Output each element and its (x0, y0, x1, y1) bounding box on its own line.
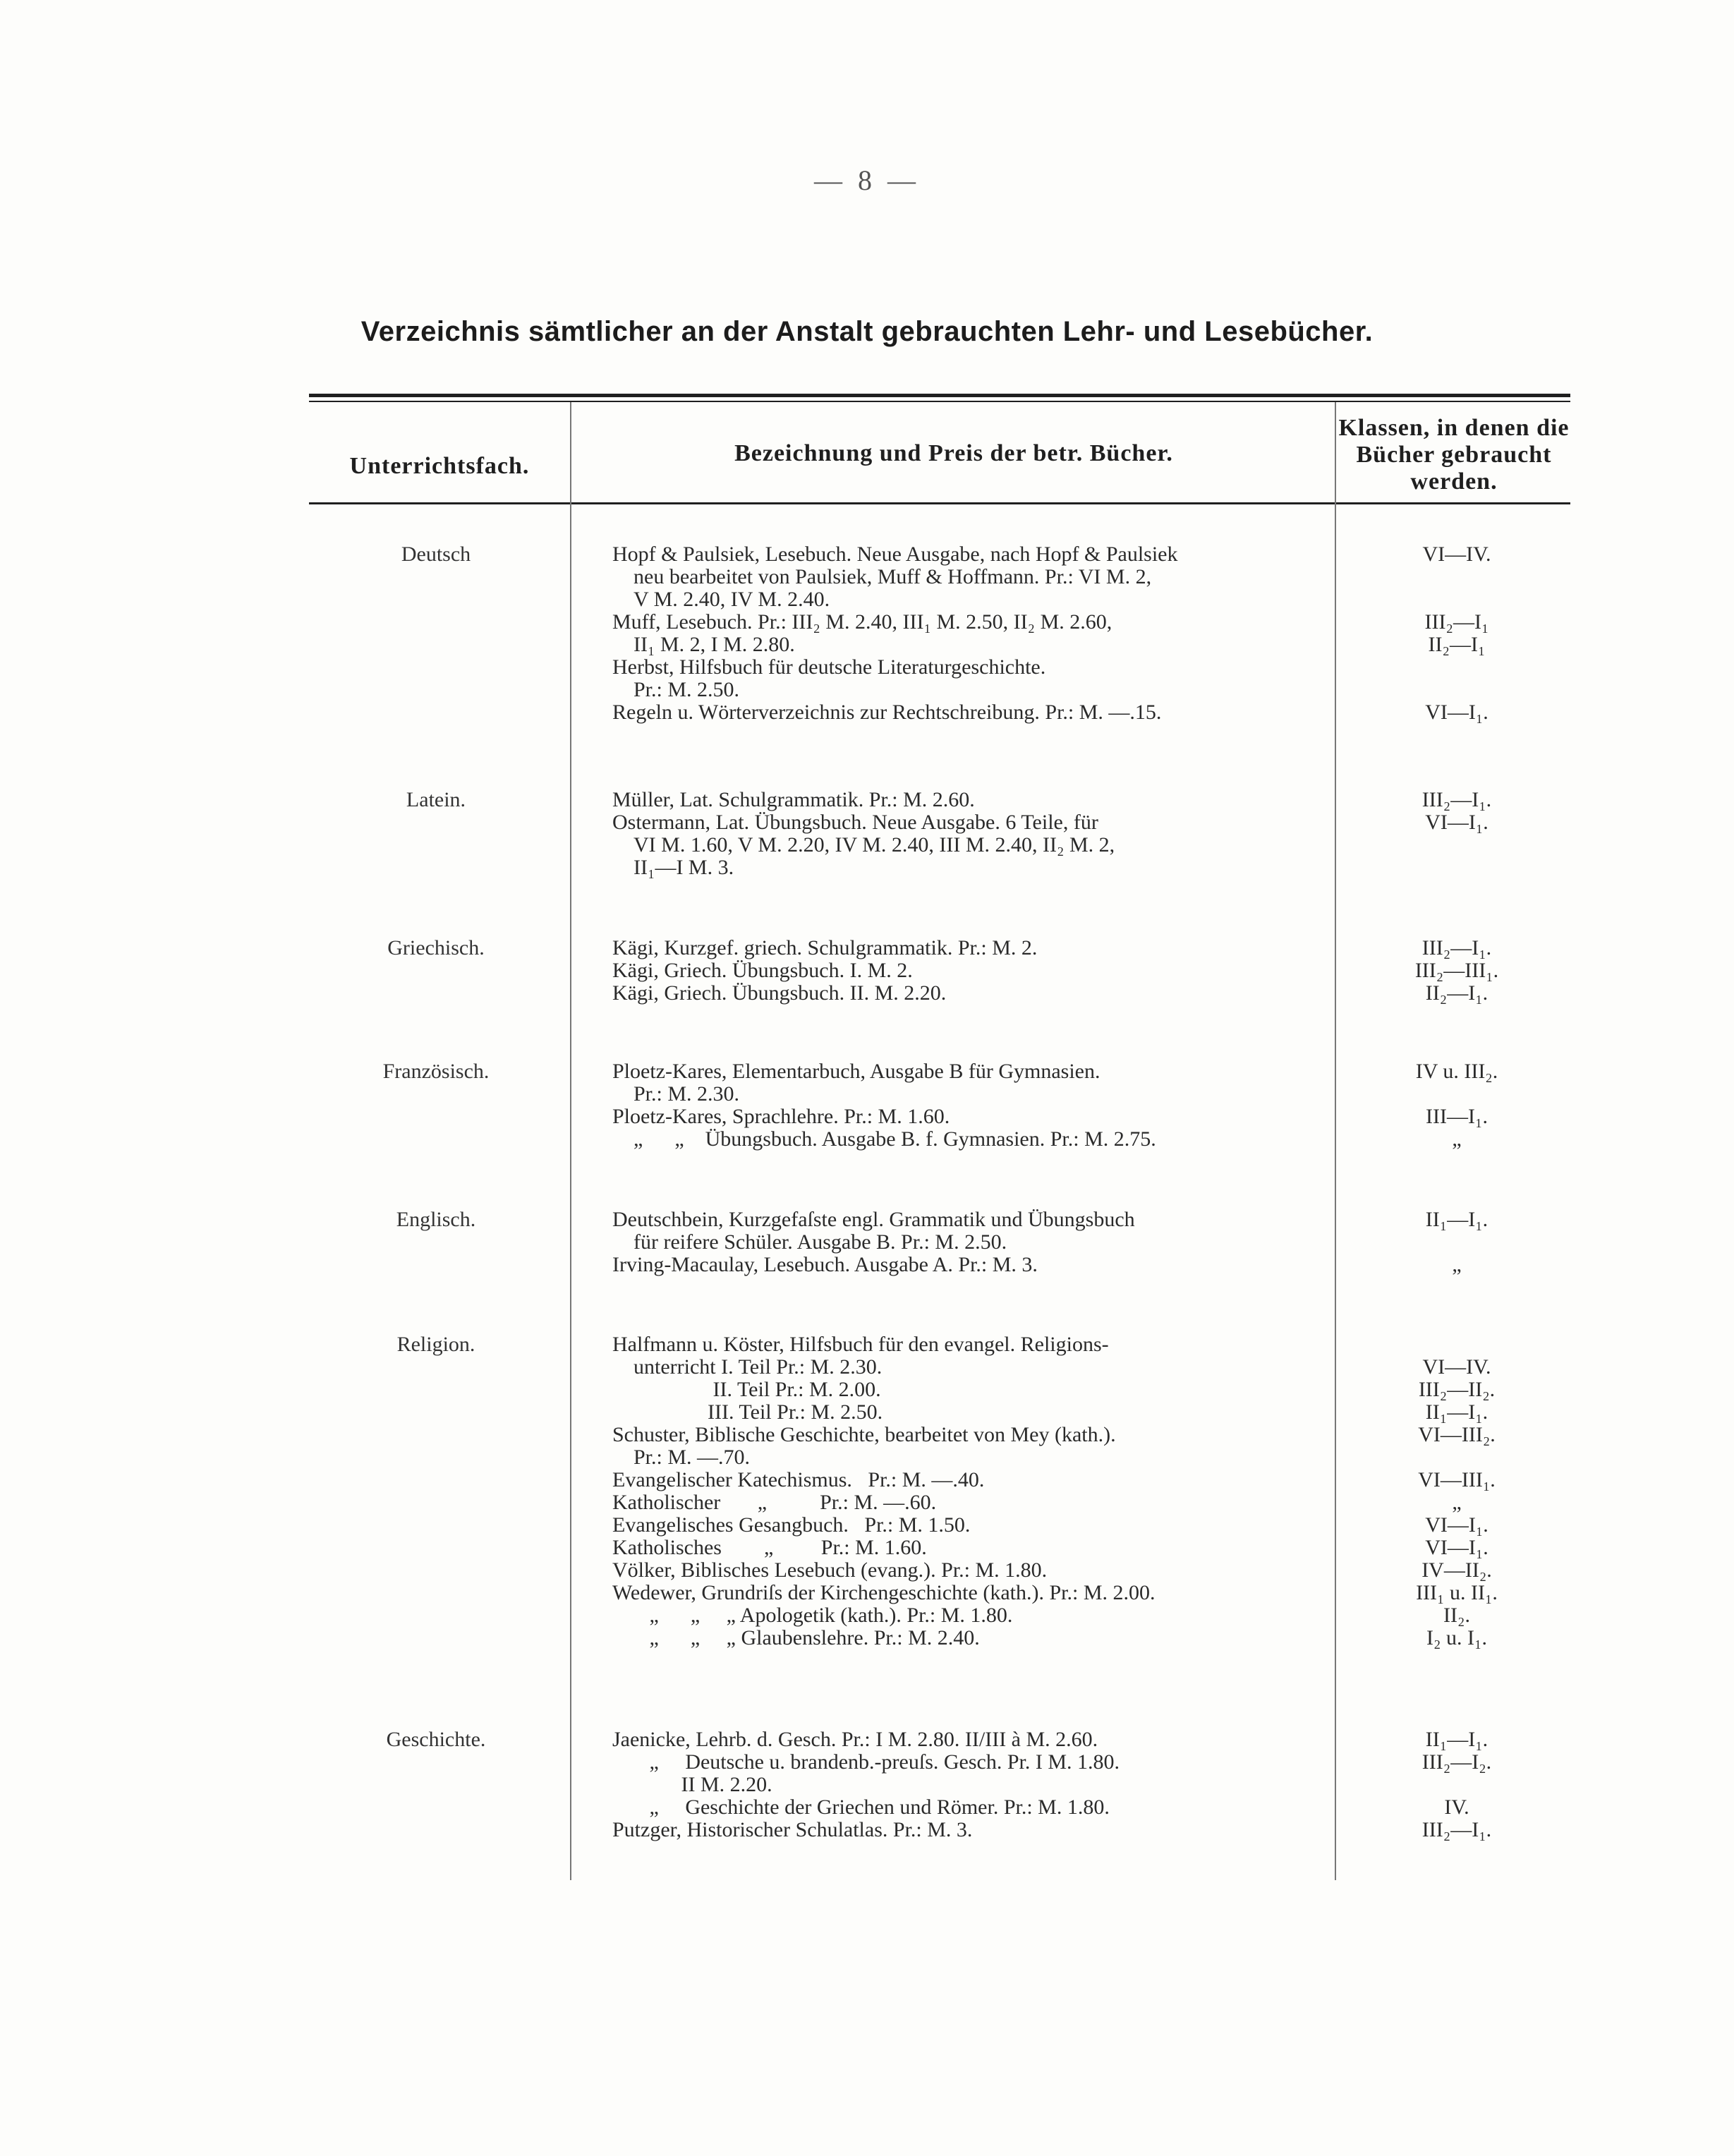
class-range (1340, 566, 1573, 588)
book-entries (612, 789, 1325, 879)
top-rule (309, 394, 1570, 397)
class-list (1340, 1060, 1573, 1151)
page-title: Verzeichnis sämtlicher an der Anstalt gebrauchten Lehr- und Lesebücher. (360, 316, 1374, 347)
book-entries (612, 1728, 1325, 1841)
class-range (1340, 679, 1573, 701)
class-range: IV u. III₂. (1415, 1060, 1498, 1083)
book-entry-line: „ „ „ Glaubenslehre. Pr.: M. 2.40. (612, 1626, 980, 1649)
book-entry-line: Herbst, Hilfsbuch für deutsche Literaturgeschichte. (612, 655, 1046, 679)
class-range: II₂—I₁ (1428, 633, 1486, 656)
class-list (1340, 1728, 1573, 1841)
book-entry-line: Ostermann, Lat. Übungsbuch. Neue Ausgabe. 6 Teile, für (612, 811, 1098, 834)
book-entry-line: Schuster, Biblische Geschichte, bearbeitet von Mey (kath.). (612, 1423, 1116, 1446)
book-entries (612, 1060, 1325, 1151)
book-entries (612, 543, 1325, 724)
class-list (1340, 543, 1573, 724)
class-range: VI—I₁. (1425, 811, 1489, 834)
class-range: IV. (1444, 1795, 1469, 1819)
book-entry-line: Ploetz-Kares, Sprachlehre. Pr.: M. 1.60. (612, 1105, 950, 1128)
book-entry-line: „ „ Übungsbuch. Ausgabe B. f. Gymnasien. Pr.: M. 2.75. (612, 1127, 1156, 1151)
subject-label: Deutsch (401, 543, 471, 566)
class-range: III₂—I₁. (1421, 788, 1492, 811)
column-divider-right (1335, 402, 1336, 1880)
book-entry-line: Kägi, Griech. Übungsbuch. I. M. 2. (612, 959, 913, 982)
book-entry-line: Katholischer „ Pr.: M. —.60. (612, 1491, 937, 1514)
class-range: III₂—I₂. (1421, 1750, 1492, 1774)
class-range (1340, 1333, 1573, 1356)
class-range: VI—IV. (1422, 1355, 1491, 1379)
subject-label: Religion. (396, 1333, 475, 1356)
book-entry-line: Irving-Macaulay, Lesebuch. Ausgabe A. Pr.: M. 3. (612, 1253, 1038, 1276)
book-entry-line: Deutschbein, Kurzgefaſste engl. Grammatik und Übungsbuch (612, 1208, 1135, 1231)
book-entry-line: Ploetz-Kares, Elementarbuch, Ausgabe B für Gymnasien. (612, 1060, 1101, 1083)
class-list (1340, 1333, 1573, 1649)
book-entry-line: Völker, Biblisches Lesebuch (evang.). Pr.: M. 1.80. (612, 1558, 1048, 1582)
subject-label: Griechisch. (387, 936, 485, 959)
book-entry-line: II M. 2.20. (612, 1773, 772, 1796)
book-entry-line: Putzger, Historischer Schulatlas. Pr.: M. 3. (612, 1818, 973, 1841)
book-entry-line: „ Deutsche u. brandenb.-preuſs. Gesch. Pr. I M. 1.80. (612, 1750, 1120, 1774)
book-entry-line: II₁ M. 2, I M. 2.80. (612, 633, 795, 656)
book-entry-line: „ Geschichte der Griechen und Römer. Pr.: M. 1.80. (612, 1795, 1110, 1819)
book-entry-line: Evangelisches Gesangbuch. Pr.: M. 1.50. (612, 1513, 971, 1537)
book-entry-line: Katholisches „ Pr.: M. 1.60. (612, 1536, 927, 1559)
class-list (1340, 789, 1573, 879)
class-range: III₂—III₁. (1414, 959, 1499, 982)
book-entry-line: V M. 2.40, IV M. 2.40. (612, 588, 830, 611)
class-range: „ (1452, 1491, 1462, 1514)
book-entry-line: neu bearbeitet von Paulsiek, Muff & Hoffmann. Pr.: VI M. 2, (612, 565, 1152, 588)
class-range: III₂—I₁. (1421, 1818, 1492, 1841)
class-range: II₂—I₁. (1425, 981, 1489, 1005)
book-entry-line: für reifere Schüler. Ausgabe B. Pr.: M. 2.50. (612, 1230, 1007, 1254)
book-entry-line: VI M. 1.60, V M. 2.20, IV M. 2.40, III M. 2.40, II₂ M. 2, (612, 833, 1115, 856)
class-range: IV—II₂. (1421, 1558, 1492, 1582)
class-range: VI—I₁. (1425, 1513, 1489, 1537)
book-entry-line: Regeln u. Wörterverzeichnis zur Rechtschreibung. Pr.: M. —.15. (612, 701, 1162, 724)
subject-label: Französisch. (382, 1060, 490, 1083)
class-range (1340, 856, 1573, 879)
class-range (1340, 1446, 1573, 1469)
book-entry-line: II₁—I M. 3. (612, 856, 734, 879)
header-books: Bezeichnung und Preis der betr. Bücher. (734, 440, 1173, 466)
book-entry-line: Kägi, Kurzgef. griech. Schulgrammatik. Pr.: M. 2. (612, 936, 1038, 959)
book-entry-line: unterricht I. Teil Pr.: M. 2.30. (612, 1355, 883, 1379)
book-entry-line: Muff, Lesebuch. Pr.: III₂ M. 2.40, III₁ M. 2.50, II₂ M. 2.60, (612, 610, 1112, 634)
class-range: „ (1452, 1253, 1462, 1276)
column-divider-left (570, 402, 571, 1880)
class-range (1340, 588, 1573, 611)
class-range (1340, 834, 1573, 856)
book-entry-line: Wedewer, Grundriſs der Kirchengeschichte (kath.). Pr.: M. 2.00. (612, 1581, 1156, 1604)
class-range: VI—I₁. (1425, 1536, 1489, 1559)
book-entries (612, 937, 1325, 1005)
header-subject: Unterrichtsfach. (349, 453, 530, 479)
class-range: II₁—I₁. (1425, 1208, 1489, 1231)
subject-label: Latein. (406, 788, 466, 811)
class-range: II₁—I₁. (1425, 1728, 1489, 1751)
class-range: II₁—I₁. (1425, 1400, 1489, 1424)
class-range: III—I₁. (1426, 1105, 1488, 1128)
book-entries (612, 1209, 1325, 1276)
header-classes: Klassen, in denen die Bücher gebraucht werden. (1338, 415, 1570, 495)
subject-label: Geschichte. (386, 1728, 486, 1751)
book-entry-line: Müller, Lat. Schulgrammatik. Pr.: M. 2.60. (612, 788, 975, 811)
header-rule (309, 502, 1570, 504)
class-range (1340, 1774, 1573, 1796)
class-range (1340, 1231, 1573, 1254)
class-range: VI—III₁. (1418, 1468, 1496, 1491)
class-range (1340, 1083, 1573, 1106)
page-number: — 8 — (814, 164, 920, 196)
top-rule-thin (309, 401, 1570, 402)
class-list (1340, 1209, 1573, 1276)
book-entry-line: III. Teil Pr.: M. 2.50. (612, 1400, 883, 1424)
book-entry-line: Hopf & Paulsiek, Lesebuch. Neue Ausgabe, nach Hopf & Paulsiek (612, 543, 1178, 566)
class-range: VI—IV. (1422, 543, 1491, 566)
book-entry-line: Kägi, Griech. Übungsbuch. II. M. 2.20. (612, 981, 947, 1005)
class-list (1340, 937, 1573, 1005)
class-range: „ (1452, 1127, 1462, 1151)
book-entry-line: Pr.: M. —.70. (612, 1446, 751, 1469)
class-range: III₂—II₂. (1418, 1378, 1496, 1401)
book-entry-line: Halfmann u. Köster, Hilfsbuch für den evangel. Religions- (612, 1333, 1109, 1356)
class-range (1340, 656, 1573, 679)
book-entry-line: „ „ „ Apologetik (kath.). Pr.: M. 1.80. (612, 1604, 1013, 1627)
class-range: II₂. (1443, 1604, 1470, 1627)
class-range: III₂—I₁. (1421, 936, 1492, 959)
class-range: VI—III₂. (1418, 1423, 1496, 1446)
book-entries (612, 1333, 1325, 1649)
book-entry-line: Jaenicke, Lehrb. d. Gesch. Pr.: I M. 2.80. II/III à M. 2.60. (612, 1728, 1098, 1751)
class-range: III₂—I₁ (1424, 610, 1489, 634)
subject-label: Englisch. (396, 1208, 476, 1231)
book-entry-line: Pr.: M. 2.30. (612, 1082, 740, 1106)
class-range: III₁ u. II₁. (1416, 1581, 1498, 1604)
book-entry-line: Evangelischer Katechismus. Pr.: M. —.40. (612, 1468, 985, 1491)
class-range: VI—I₁. (1425, 701, 1489, 724)
class-range: I₂ u. I₁. (1426, 1626, 1487, 1649)
book-entry-line: II. Teil Pr.: M. 2.00. (612, 1378, 881, 1401)
book-entry-line: Pr.: M. 2.50. (612, 678, 740, 701)
